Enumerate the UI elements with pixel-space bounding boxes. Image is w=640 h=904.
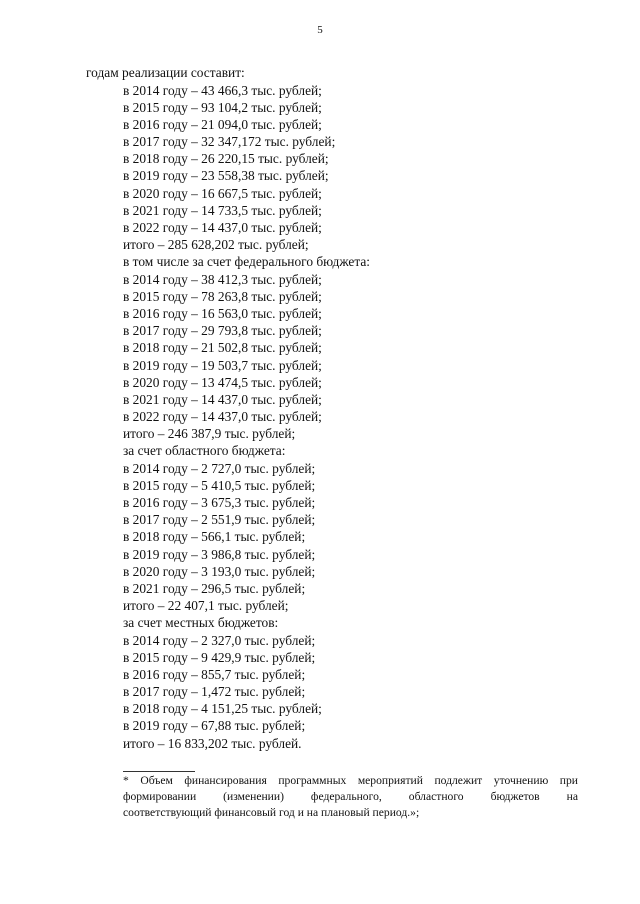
funding-line: в 2015 году – 5 410,5 тыс. рублей;: [123, 477, 316, 493]
funding-line: в 2015 году – 9 429,9 тыс. рублей;: [123, 649, 316, 665]
funding-line: в 2018 году – 21 502,8 тыс. рублей;: [123, 340, 322, 356]
funding-line: в 2014 году – 38 412,3 тыс. рублей;: [123, 271, 322, 287]
funding-line: в 2017 году – 32 347,172 тыс. рублей;: [123, 134, 336, 150]
footnote-line: соответствующий финансовый год и на плановый период.»;: [123, 806, 420, 820]
funding-line: в 2017 году – 2 551,9 тыс. рублей;: [123, 512, 316, 528]
footnote-line: * Объем финансирования программных мероприятий подлежит уточнению при: [123, 774, 578, 787]
funding-list: [123, 82, 370, 752]
funding-line: в 2016 году – 855,7 тыс. рублей;: [123, 666, 306, 682]
funding-line: в 2015 году – 78 263,8 тыс. рублей;: [123, 288, 322, 304]
funding-line: в том числе за счет федерального бюджета:: [123, 254, 371, 270]
page-number: 5: [317, 24, 323, 36]
funding-line: в 2021 году – 296,5 тыс. рублей;: [123, 580, 306, 596]
funding-line: в 2022 году – 14 437,0 тыс. рублей;: [123, 220, 322, 235]
funding-line: за счет областного бюджета:: [123, 443, 286, 459]
funding-line: в 2018 году – 26 220,15 тыс. рублей;: [123, 151, 329, 167]
intro-line: годам реализации составит:: [86, 65, 245, 80]
funding-line: в 2016 году – 21 094,0 тыс. рублей;: [123, 116, 322, 132]
funding-line: в 2019 году – 3 986,8 тыс. рублей;: [123, 546, 316, 562]
funding-line: в 2014 году – 43 466,3 тыс. рублей;: [123, 82, 322, 98]
funding-line: итого – 22 407,1 тыс. рублей;: [123, 598, 289, 614]
funding-line: в 2020 году – 16 667,5 тыс. рублей;: [123, 185, 322, 201]
funding-line: в 2022 году – 14 437,0 тыс. рублей;: [123, 409, 322, 425]
funding-line: итого – 285 628,202 тыс. рублей;: [123, 237, 309, 253]
funding-line: в 2015 году – 93 104,2 тыс. рублей;: [123, 99, 322, 115]
footnote-line: формировании (изменении) федерального, областного бюджетов на: [123, 790, 578, 804]
footnote: [123, 773, 578, 822]
funding-line: итого – 16 833,202 тыс. рублей.: [123, 735, 302, 751]
funding-line: за счет местных бюджетов:: [123, 615, 279, 631]
funding-line: в 2019 году – 19 503,7 тыс. рублей;: [123, 357, 322, 373]
funding-line: в 2016 году – 16 563,0 тыс. рублей;: [123, 305, 322, 321]
funding-line: в 2019 году – 67,88 тыс. рублей;: [123, 718, 306, 734]
funding-line: в 2020 году – 3 193,0 тыс. рублей;: [123, 563, 316, 579]
funding-line: в 2021 году – 14 437,0 тыс. рублей;: [123, 391, 322, 407]
funding-line: в 2019 году – 23 558,38 тыс. рублей;: [123, 168, 329, 184]
funding-line: в 2016 году – 3 675,3 тыс. рублей;: [123, 495, 316, 510]
funding-line: в 2018 году – 4 151,25 тыс. рублей;: [123, 701, 322, 717]
funding-line: в 2014 году – 2 727,0 тыс. рублей;: [123, 460, 316, 476]
funding-line: в 2014 году – 2 327,0 тыс. рублей;: [123, 632, 316, 648]
funding-line: в 2017 году – 1,472 тыс. рублей;: [123, 684, 306, 700]
funding-line: итого – 246 387,9 тыс. рублей;: [123, 426, 296, 442]
funding-line: в 2018 году – 566,1 тыс. рублей;: [123, 529, 306, 545]
funding-line: в 2020 году – 13 474,5 тыс. рублей;: [123, 374, 322, 390]
funding-line: в 2021 году – 14 733,5 тыс. рублей;: [123, 202, 322, 218]
footnote-divider: [123, 771, 195, 772]
funding-line: в 2017 году – 29 793,8 тыс. рублей;: [123, 323, 322, 339]
